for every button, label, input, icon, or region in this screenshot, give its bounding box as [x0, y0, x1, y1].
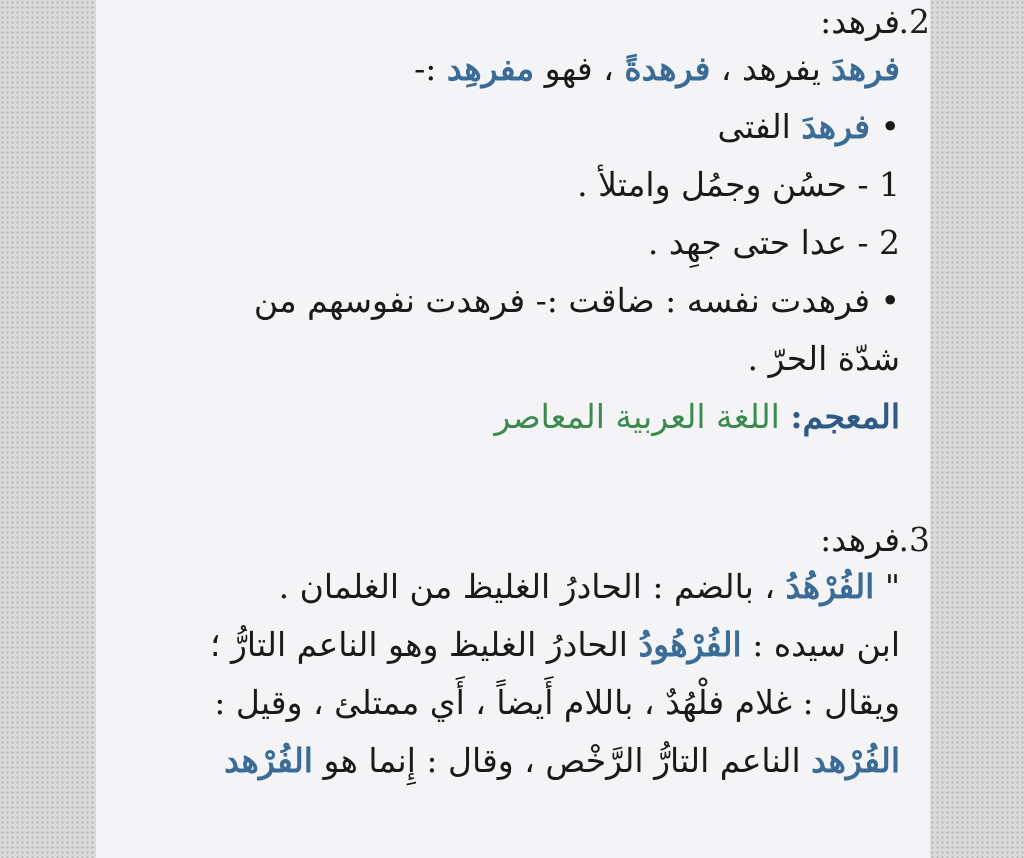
dictionary-source [180, 388, 900, 446]
definition-text: الحادرُ الغليظ وهو الناعم التارُّ ؛ [210, 625, 639, 664]
highlighted-word: الفُرْهد [811, 741, 900, 780]
entry-2 [180, 2, 930, 446]
entry-lines [180, 40, 900, 272]
entry-wrapped-line: • فرهدت نفسه : ضاقت :- فرهدت نفوسهم من شدّة الحرّ . [253, 281, 900, 378]
entry-number: .3 [898, 520, 930, 559]
definition-line [180, 732, 900, 790]
highlighted-word: فرهدَ [801, 107, 871, 146]
definition-text: • [870, 107, 900, 146]
entry-headword: فرهد: [820, 520, 900, 559]
definition-text: " [874, 567, 900, 606]
document-page [96, 0, 930, 858]
definition-text: الناعم التارُّ الرَّخْص ، وقال : إِنما هو [312, 741, 812, 780]
entry-3 [180, 520, 930, 790]
definition-text: ، بالضم : الحادرُ الغليظ من الغلمان . [278, 567, 786, 606]
definition-line [180, 156, 900, 214]
definition-text: 2 - عدا حتى جهِد . [647, 223, 900, 262]
definition-line [180, 616, 900, 674]
definition-line [180, 674, 900, 732]
definition-text: :- [414, 49, 447, 88]
highlighted-word: مفرهِد [446, 49, 535, 88]
highlighted-word: الفُرْهُودُ [638, 625, 742, 664]
dictionary-label: المعجم: [790, 397, 900, 436]
dictionary-name: اللغة العربية المعاصر [494, 397, 780, 436]
definition-text: ابن سيده : [741, 625, 900, 664]
entry-headword: فرهد: [820, 2, 900, 41]
highlighted-word: الفُرْهد [224, 741, 313, 780]
highlighted-word: فرهدَ [831, 49, 900, 88]
entry-lines [180, 558, 900, 790]
definition-text: الفتى [717, 107, 802, 146]
entry-number: .2 [898, 2, 930, 41]
definition-line [180, 558, 900, 616]
definition-text: ويقال : غلام فلْهُدٌ ، باللام أَيضاً ، أَي ممتلئ ، وقيل : [214, 683, 900, 722]
definition-line [180, 98, 900, 156]
definition-text: يفرهد ، [710, 49, 832, 88]
highlighted-word: فرهدةً [624, 49, 711, 88]
definition-line [180, 40, 900, 98]
highlighted-word: الفُرْهُدُ [785, 567, 875, 606]
definition-text: ، فهو [534, 49, 625, 88]
definition-line [180, 214, 900, 272]
definition-text: 1 - حسُن وجمُل وامتلأ . [577, 165, 900, 204]
